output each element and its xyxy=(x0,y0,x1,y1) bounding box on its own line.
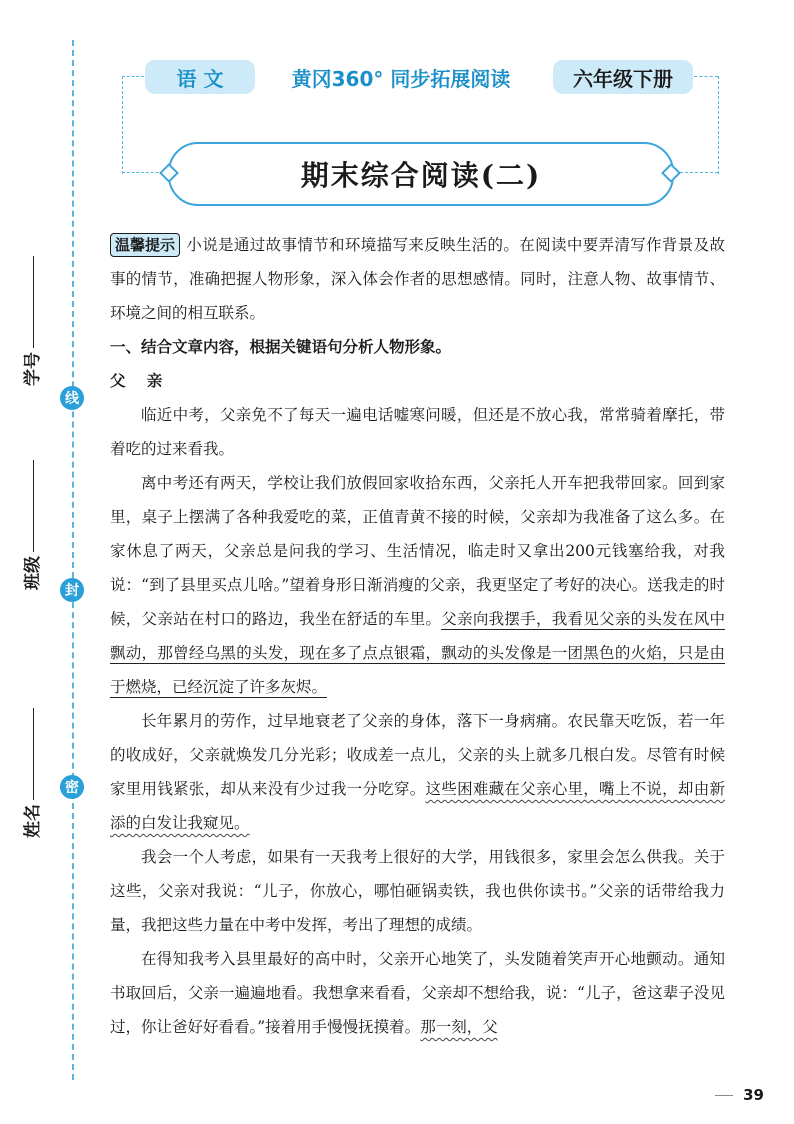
page-number-text: 39 xyxy=(743,1086,764,1104)
header-dashed-top-left xyxy=(122,76,144,77)
story-paragraph-4: 我会一个人考虑，如果有一天我考上很好的大学，用钱很多，家里会怎么供我。关于这些，父亲对我说：“儿子，你放心，哪怕砸锅卖铁，我也供你读书。”父亲的话带给我力量，我把这些力量在中考中发挥，考出了理想的成绩。 xyxy=(110,848,725,934)
class-field[interactable] xyxy=(18,460,43,590)
story-paragraph-3 xyxy=(110,704,725,840)
section-heading: 一、结合文章内容，根据关键语句分析人物形象。 xyxy=(110,338,452,356)
subject-pill: 语 文 xyxy=(145,60,255,94)
header-dashed-right xyxy=(718,76,719,174)
story-paragraph-2 xyxy=(110,466,725,704)
seal-secret-badge: 密 xyxy=(60,775,84,799)
grade-pill: 六年级下册 xyxy=(553,60,693,94)
story-title: 父 亲 xyxy=(110,372,171,390)
header-dashed-left xyxy=(122,76,123,174)
name-blank[interactable] xyxy=(33,708,34,800)
paragraph-2-text: 离中考还有两天，学校让我们放假回家收拾东西，父亲托人开车把我带回家。回到家里，桌子上摆满了各种我爱吃的菜，正值青黄不接的时候，父亲却为我准备了这么多。在家休息了两天，父亲总是问我的学习、生活情况，临走时又拿出200元钱塞给我，对我说：“到了县里买点儿啥。”望着身形日渐消瘦的父亲，我更坚定了考好的决心。送我走的时候，父亲站在村口的路边，我坐在舒适的车里。 xyxy=(110,474,725,628)
tip-text: 小说是通过故事情节和环境描写来反映生活的。在阅读中要弄清写作背景及故事的情节，准确把握人物形象，深入体会作者的思想感情。同时，注意人物、故事情节、环境之间的相互联系。 xyxy=(110,236,725,322)
page-number-dash xyxy=(715,1095,733,1096)
paragraph-3-text: 长年累月的劳作，过早地衰老了父亲的身体，落下一身病痛。农民靠天吃饭，若一年的收成好，父亲就焕发几分光彩；收成差一点儿，父亲的头上就多几根白发。尽管有时候家里用钱紧张，却从来没有少过我一分吃穿。 xyxy=(110,712,725,798)
page-number xyxy=(715,1086,764,1104)
name-field[interactable] xyxy=(18,708,43,838)
binding-dashed-line xyxy=(72,40,74,1080)
header-dashed-top-right xyxy=(694,76,718,77)
seal-seal-badge: 封 xyxy=(60,578,84,602)
tip-paragraph xyxy=(110,228,725,330)
underlined-sentence: 父亲向我摆手，我看见父亲的头发在风中飘动，那曾经乌黑的头发，现在多了点点银霜，飘动的头发像是一团黑色的火焰，只是由于燃烧，已经沉淀了许多灰烬。 xyxy=(110,610,725,696)
student-no-label: 学号 xyxy=(23,352,43,386)
name-label: 姓名 xyxy=(23,804,43,838)
story-paragraph-1: 临近中考，父亲免不了每天一遍电话嘘寒问暖，但还是不放心我，常常骑着摩托，带着吃的过来看我。 xyxy=(110,406,725,458)
main-content xyxy=(110,228,725,1044)
seal-line-badge: 线 xyxy=(60,386,84,410)
class-blank[interactable] xyxy=(33,460,34,552)
wavy-underlined-sentence: 这些困难藏在父亲心里，嘴上不说，却由新添的白发让我窥见。 xyxy=(110,780,725,832)
wavy-underlined-fragment: 那一刻，父 xyxy=(420,1018,498,1036)
student-no-blank[interactable] xyxy=(33,256,34,348)
page-title: 期末综合阅读(二) xyxy=(168,142,674,206)
story-paragraph-5 xyxy=(110,942,725,1044)
class-label: 班级 xyxy=(23,556,43,590)
series-title: 黄冈360° 同步拓展阅读 xyxy=(291,66,511,91)
paragraph-5-text: 在得知我考入县里最好的高中时，父亲开心地笑了，头发随着笑声开心地颤动。通知书取回后，父亲一遍遍地看。我想拿来看看，父亲却不想给我，说：“儿子，爸这辈子没见过，你让爸好好看看。”接着用手慢慢抚摸着。 xyxy=(110,950,725,1036)
student-no-field[interactable] xyxy=(18,256,43,386)
tip-badge: 温馨提示 xyxy=(110,233,180,257)
